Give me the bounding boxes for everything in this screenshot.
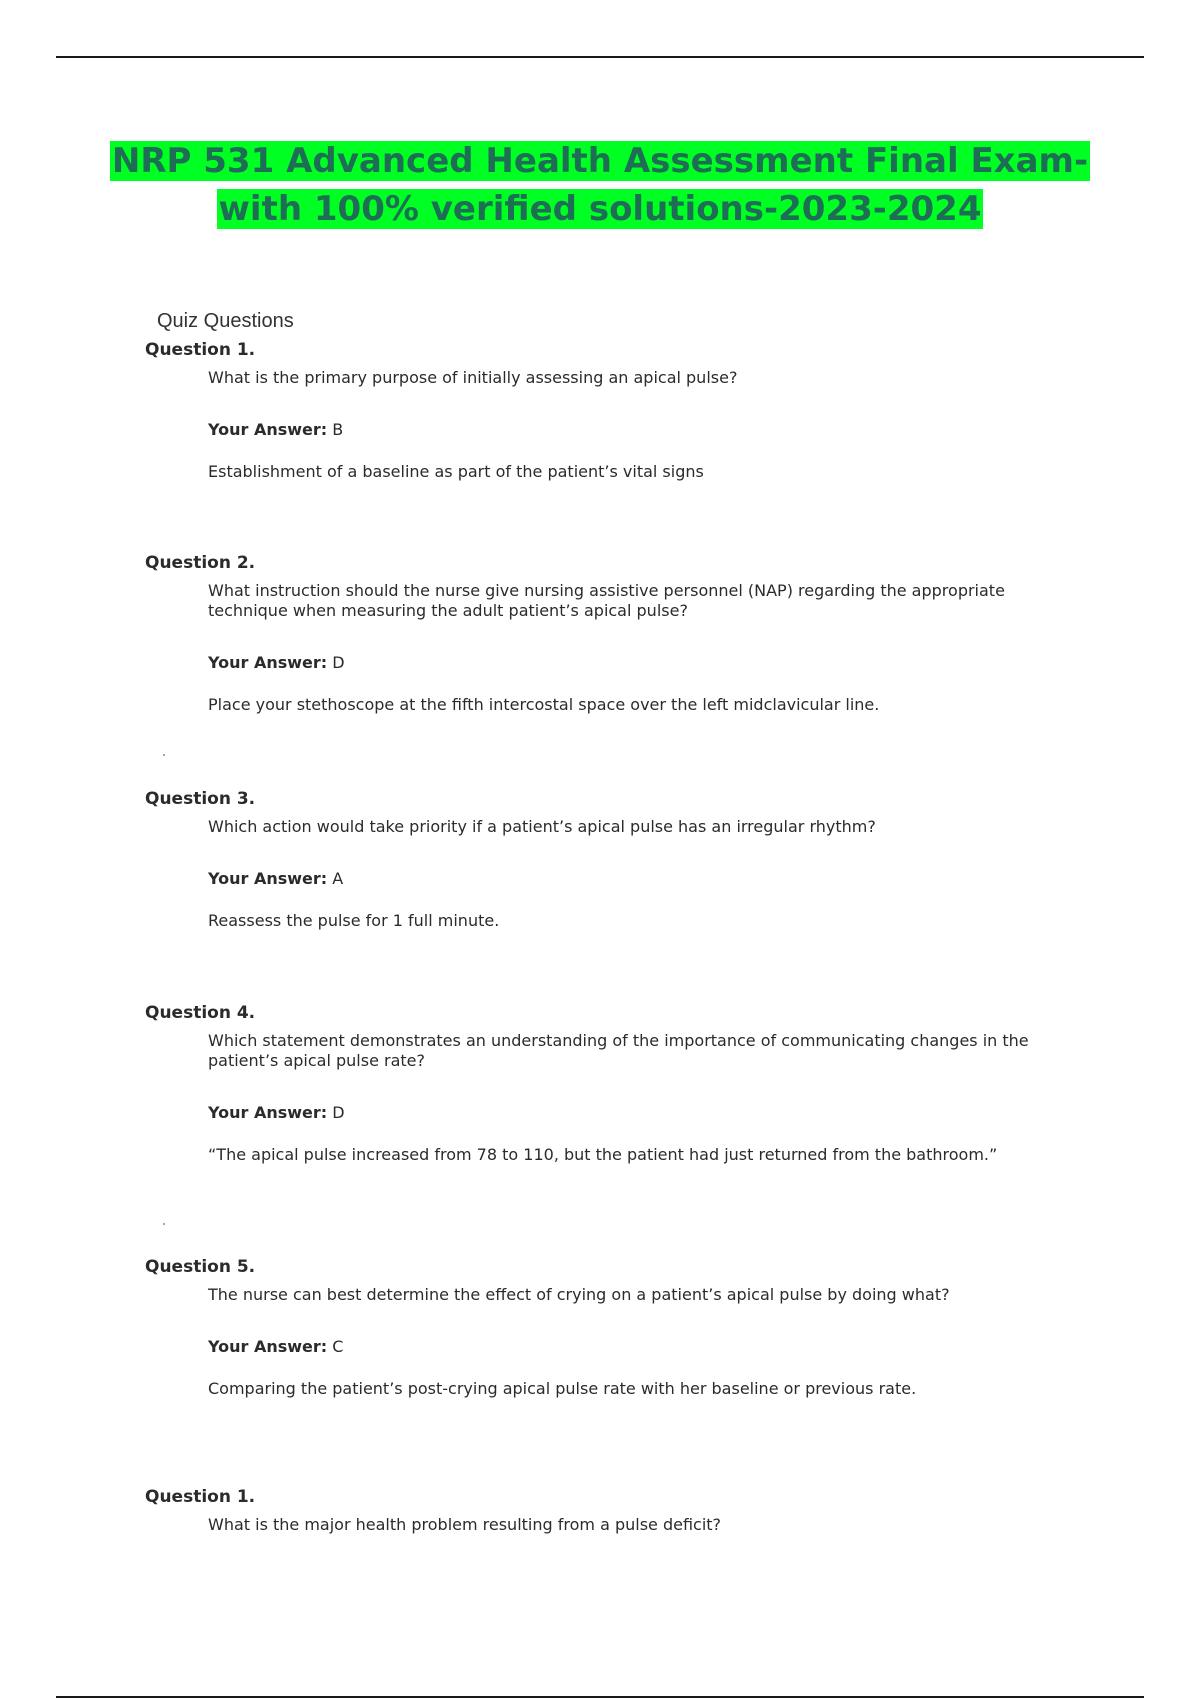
question-label: Question 3. bbox=[145, 789, 256, 809]
answer-label: Your Answer: bbox=[208, 420, 328, 439]
answer-label: Your Answer: bbox=[208, 869, 328, 888]
document-title bbox=[100, 140, 1100, 236]
answer-explanation: “The apical pulse increased from 78 to 110, but the patient had just returned from the bathroom.” bbox=[208, 1145, 998, 1164]
answer-line bbox=[208, 869, 343, 888]
answer-line bbox=[208, 1337, 343, 1356]
answer-letter: B bbox=[332, 420, 344, 439]
answer-line bbox=[208, 1103, 345, 1122]
answer-explanation: Establishment of a baseline as part of the patient’s vital signs bbox=[208, 462, 704, 481]
answer-explanation: Place your stethoscope at the fifth intercostal space over the left midclavicular line. bbox=[208, 695, 880, 714]
answer-label: Your Answer: bbox=[208, 1103, 328, 1122]
answer-label: Your Answer: bbox=[208, 1337, 328, 1356]
question-text: Which action would take priority if a patient’s apical pulse has an irregular rhythm? bbox=[208, 817, 876, 836]
stray-dot bbox=[163, 1223, 165, 1225]
top-rule bbox=[56, 56, 1144, 58]
title-line-1: NRP 531 Advanced Health Assessment Final Exam- bbox=[111, 141, 1089, 181]
question-label: Question 1. bbox=[145, 1487, 256, 1507]
question-label: Question 5. bbox=[145, 1257, 256, 1277]
answer-line bbox=[208, 653, 345, 672]
question-text: The nurse can best determine the effect of crying on a patient’s apical pulse by doing what? bbox=[208, 1285, 950, 1304]
question-label: Question 2. bbox=[145, 553, 256, 573]
question-label: Question 1. bbox=[145, 340, 256, 360]
answer-letter: C bbox=[332, 1337, 344, 1356]
question-text: What instruction should the nurse give nursing assistive personnel (NAP) regarding the appropriate technique when measuring the adult patient’s apical pulse? bbox=[208, 581, 1005, 620]
answer-letter: D bbox=[332, 1103, 345, 1122]
answer-letter: A bbox=[332, 869, 344, 888]
question-text: What is the primary purpose of initially assessing an apical pulse? bbox=[208, 368, 738, 387]
answer-explanation: Reassess the pulse for 1 full minute. bbox=[208, 911, 500, 930]
answer-letter: D bbox=[332, 653, 345, 672]
question-text: What is the major health problem resulting from a pulse deficit? bbox=[208, 1515, 722, 1534]
answer-line bbox=[208, 420, 343, 439]
answer-label: Your Answer: bbox=[208, 653, 328, 672]
question-label: Question 4. bbox=[145, 1003, 256, 1023]
stray-dot bbox=[163, 754, 165, 756]
bottom-rule bbox=[56, 1696, 1144, 1698]
answer-explanation: Comparing the patient’s post-crying apical pulse rate with her baseline or previous rate. bbox=[208, 1379, 917, 1398]
title-line-2: with 100% verified solutions-2023-2024 bbox=[218, 189, 982, 229]
question-text: Which statement demonstrates an understanding of the importance of communicating changes in the patient’s apical pulse rate? bbox=[208, 1031, 1029, 1070]
section-heading: Quiz Questions bbox=[157, 310, 294, 332]
